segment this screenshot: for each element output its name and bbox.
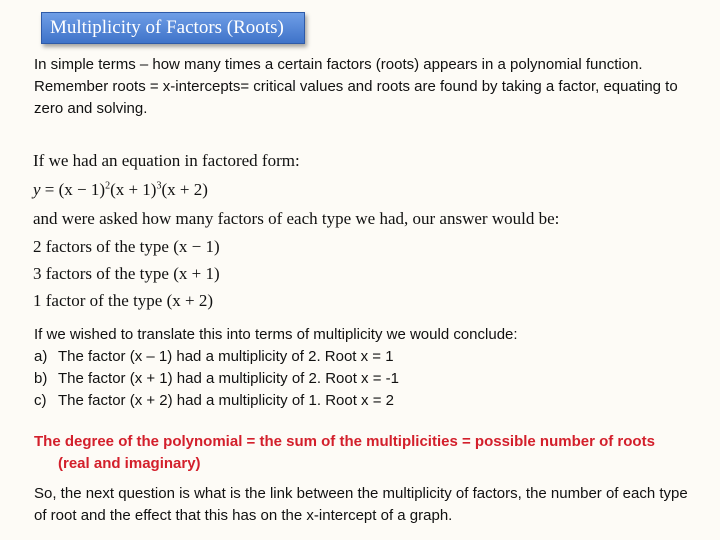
- degree-line-1: The degree of the polynomial = the sum of the multiplicities = possible number of roots: [34, 433, 655, 450]
- intro-line-1: In simple terms – how many times a certain factors (roots) appears in a polynomial function.: [34, 56, 643, 73]
- list-item-text: The factor (x – 1) had a multiplicity of 2. Root x = 1: [58, 348, 394, 365]
- factor-count-text: 1 factor of the type: [33, 291, 163, 310]
- factor-count-row: [33, 237, 220, 257]
- list-item: [34, 346, 694, 368]
- equation-factor-1: (x − 1): [58, 180, 106, 199]
- list-item-text: The factor (x + 2) had a multiplicity of 1. Root x = 2: [58, 392, 394, 409]
- list-item: [34, 390, 694, 412]
- multiplicity-section: [34, 324, 694, 412]
- factor-count-factor: (x + 1): [173, 264, 220, 283]
- factor-count-row: [33, 291, 213, 311]
- factor-count-row: [33, 264, 220, 284]
- equation-factor-2: (x + 1): [110, 180, 157, 199]
- degree-statement: [34, 431, 704, 475]
- list-item: [34, 368, 694, 390]
- equation-factor-3: (x + 2): [161, 180, 208, 199]
- factored-form-lead: If we had an equation in factored form:: [33, 151, 300, 170]
- closing-paragraph: So, the next question is what is the link between the multiplicity of factors, the number of each type of root and the effect that this has on the x-intercept of a graph.: [34, 485, 688, 524]
- list-item-text: The factor (x + 1) had a multiplicity of 2. Root x = -1: [58, 370, 399, 387]
- multiplicity-lead: If we wished to translate this into terms of multiplicity we would conclude:: [34, 326, 518, 343]
- intro-text: [34, 54, 684, 120]
- degree-line-2: (real and imaginary): [58, 455, 201, 472]
- intro-line-2: Remember roots = x-intercepts= critical values and roots are found by taking a factor, equating to zero and solving.: [34, 78, 678, 117]
- list-marker: b): [34, 370, 48, 387]
- equation-exponent-1: 2: [105, 180, 111, 192]
- factor-count-text: 3 factors of the type: [33, 264, 169, 283]
- factor-count-question: and were asked how many factors of each type we had, our answer would be:: [33, 209, 560, 228]
- factored-equation: $y = (x - 1)^2(x + 1)^3(x + 2)$: [33, 180, 208, 199]
- slide-title: Multiplicity of Factors (Roots): [41, 12, 305, 44]
- factor-count-factor: (x + 2): [166, 291, 214, 310]
- factor-count-factor: (x − 1): [173, 237, 220, 256]
- multiplicity-list: [34, 346, 694, 412]
- list-marker: c): [34, 392, 47, 409]
- equation-lhs: y: [33, 180, 41, 199]
- equation-exponent-2: 3: [156, 180, 162, 192]
- list-marker: a): [34, 348, 48, 365]
- factor-count-text: 2 factors of the type: [33, 237, 169, 256]
